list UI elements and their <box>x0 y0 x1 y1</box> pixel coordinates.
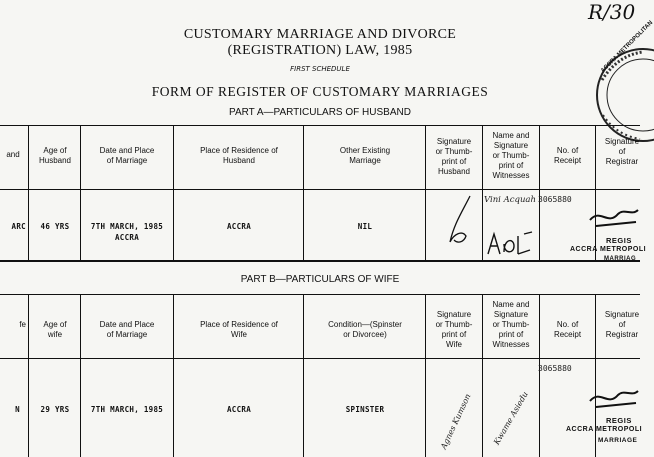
form-title: FORM OF REGISTER OF CUSTOMARY MARRIAGES <box>151 84 489 99</box>
col-divider <box>28 294 29 457</box>
husband-residence: ACCRA <box>226 222 252 231</box>
part-a-title: PART A—PARTICULARS OF HUSBAND <box>229 107 411 118</box>
husband-age: 46 YRS <box>40 222 70 231</box>
wife-condition: SPINSTER <box>345 405 385 414</box>
other-marriage-value: NIL <box>357 222 373 231</box>
schedule-label: FIRST SCHEDULE <box>290 65 350 73</box>
part-a-bottom-rule <box>0 260 640 262</box>
wife-age: 29 YRS <box>40 405 70 414</box>
header-registrar: Signature of Registrar <box>604 137 640 166</box>
header-wife-age: Age of wife <box>43 320 67 339</box>
document-title-line1: CUSTOMARY MARRIAGE AND DIVORCE <box>183 27 457 42</box>
col-divider <box>595 125 596 261</box>
witness-signature-icon <box>484 228 536 258</box>
wife-signature: Agnes Kumson <box>439 392 473 451</box>
col-divider <box>303 294 304 457</box>
header-date-place: Date and Place of Marriage <box>99 146 155 165</box>
wife-registrar-stamp-line3: MARRIAGE <box>598 437 638 444</box>
husband-name: ARC <box>11 222 26 231</box>
header-name: and <box>6 150 20 159</box>
wife-marriage-date: 7TH MARCH, 1985 <box>90 405 164 414</box>
col-divider <box>80 294 81 457</box>
wife-receipt-number: 3065880 <box>538 364 572 373</box>
header-signature-husband: Signature or Thumb- print of Husband <box>435 137 473 176</box>
header-wife-witnesses: Name and Signature or Thumb- print of Witnesses <box>492 300 530 349</box>
wife-name: N <box>15 405 20 414</box>
header-wife-registrar: Signature of Registrar <box>604 310 640 339</box>
wife-residence: ACCRA <box>226 405 252 414</box>
header-witnesses: Name and Signature or Thumb- print of Witnesses <box>492 131 530 180</box>
header-receipt: No. of Receipt <box>553 146 582 165</box>
marriage-place: ACCRA <box>114 233 140 242</box>
header-age: Age of Husband <box>38 146 72 165</box>
header-wife-residence: Place of Residence of Wife <box>200 320 278 339</box>
col-divider <box>80 125 81 261</box>
col-divider <box>303 125 304 261</box>
wife-witness-handwriting: Kwame Asiedu <box>492 390 530 447</box>
wife-registrar-stamp-line1: REGIS <box>606 416 632 425</box>
registrar-stamp-line2: ACCRA METROPOLI <box>570 246 647 253</box>
header-wife-date-place: Date and Place of Marriage <box>99 320 155 339</box>
marriage-date: 7TH MARCH, 1985 <box>90 222 164 231</box>
registrar-stamp-line1: REGIS <box>606 236 632 245</box>
husband-signature-icon <box>440 192 480 252</box>
part-b-top-rule <box>0 294 640 295</box>
husband-receipt-number: 3065880 <box>538 195 572 204</box>
header-condition: Condition—(Spinster or Divorcee) <box>328 320 402 339</box>
husband-witness-handwriting: Vini Acquah <box>484 195 536 205</box>
header-signature-wife: Signature or Thumb- print of Wife <box>435 310 473 349</box>
part-b-title: PART B—PARTICULARS OF WIFE <box>240 274 400 285</box>
part-b-header-rule <box>0 358 640 359</box>
document-title-line2: (REGISTRATION) LAW, 1985 <box>227 43 413 58</box>
part-a-top-rule <box>0 125 640 126</box>
header-wife-name: fe <box>19 320 26 329</box>
stamp-text: ACCRA METROPOLITAN <box>600 20 654 75</box>
wife-registrar-stamp-line2: ACCRA METROPOLI <box>566 426 643 433</box>
col-divider <box>539 294 540 457</box>
col-divider <box>173 125 174 261</box>
header-residence: Place of Residence of Husband <box>200 146 278 165</box>
registrar-stamp-line3: MARRIAG <box>604 256 637 262</box>
col-divider <box>173 294 174 457</box>
col-divider <box>28 125 29 261</box>
header-wife-receipt: No. of Receipt <box>553 320 582 339</box>
header-other-marriage: Other Existing Marriage <box>339 146 391 165</box>
registrar-signature-icon <box>588 204 640 232</box>
wife-registrar-signature-icon <box>588 385 640 413</box>
corner-handwritten-note: R/30 <box>588 0 636 24</box>
part-a-header-rule <box>0 189 640 190</box>
